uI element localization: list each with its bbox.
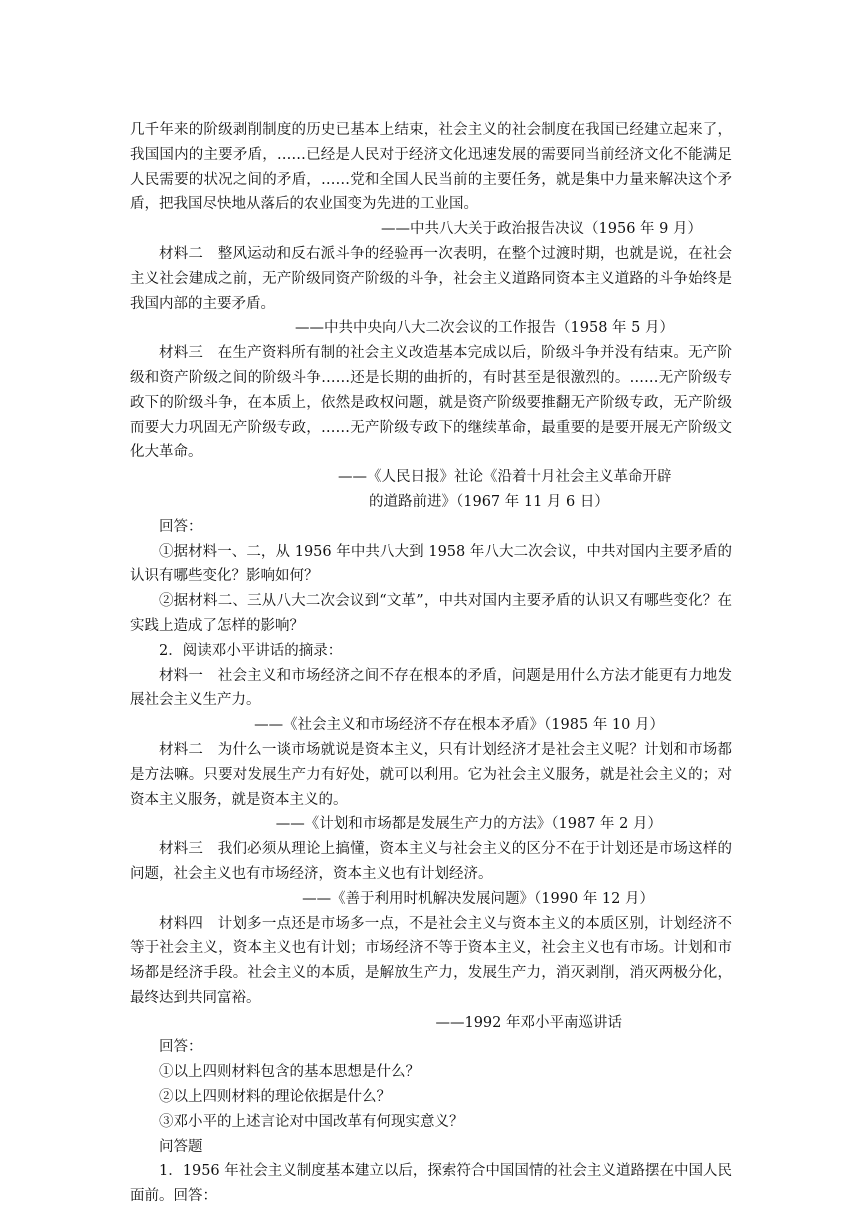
- material-one-excerpt: 几千年来的阶级剥削制度的历史已基本上结束，社会主义的社会制度在我国已经建立起来了，我国国内的主要矛盾，……已经是人民对于经济文化迅速发展的需要同当前经济文化不能满足人民需要的状况之间的矛盾，……党和全国人民当前的主要任务，就是集中力量来解决这个矛盾，把我国尽快地从落后的农业国变为先进的工业国。: [130, 122, 732, 213]
- question-heading: 1．1956 年社会主义制度基本建立以后，探索符合中国国情的社会主义道路摆在中国人民面前。回答：: [130, 1163, 732, 1205]
- section-heading: 问答题: [159, 1138, 203, 1155]
- question-item: ①以上四则材料包含的基本思想是什么？: [159, 1064, 420, 1081]
- source-citation-line: 的道路前进》（1967 年 11 月 6 日）: [369, 493, 609, 510]
- material-four-excerpt: 材料四 计划多一点还是市场多一点，不是社会主义与资本主义的本质区别，计划经济不等于社会主义，资本主义也有计划；市场经济不等于资本主义，社会主义也有市场。计划和市场都是经济手段。社会主义的本质，是解放生产力，发展生产力，消灭剥削，消灭两极分化，最终达到共同富裕。: [130, 915, 732, 1006]
- question-item: ③邓小平的上述言论对中国改革有何现实意义？: [159, 1113, 464, 1130]
- answer-prompt: 回答：: [159, 518, 203, 535]
- source-citation: ——《社会主义和市场经济不存在根本矛盾》（1985 年 10 月）: [254, 717, 664, 734]
- source-citation-line: ——《人民日报》社论《沿着十月社会主义革命开辟: [338, 469, 672, 486]
- question-item: ①据材料一、二，从 1956 年中共八大到 1958 年八大二次会议，中共对国内主要矛盾的认识有哪些变化？影响如何？: [130, 543, 732, 585]
- source-citation: ——《善于利用时机解决发展问题》（1990 年 12 月）: [302, 890, 654, 907]
- source-citation: ——中共八大关于政治报告决议（1956 年 9 月）: [381, 221, 702, 238]
- question-heading: 2．阅读邓小平讲话的摘录：: [159, 642, 343, 659]
- question-item: ②以上四则材料的理论依据是什么？: [159, 1089, 391, 1106]
- source-citation: ——中共中央向八大二次会议的工作报告（1958 年 5 月）: [295, 320, 674, 337]
- answer-prompt: 回答：: [159, 1039, 203, 1056]
- material-three-excerpt: 材料三 在生产资料所有制的社会主义改造基本完成以后，阶级斗争并没有结束。无产阶级和资产阶级之间的阶级斗争……还是长期的曲折的，有时甚至是很激烈的。……无产阶级专政下的阶级斗争，在本质上，依然是政权问题，就是资产阶级要推翻无产阶级专政，无产阶级而要大力巩固无产阶级专政，……无产阶级专政下的继续革命，最重要的是要开展无产阶级文化大革命。: [130, 345, 732, 461]
- material-two-excerpt: 材料二 为什么一谈市场就说是资本主义，只有计划经济才是社会主义呢？计划和市场都是方法嘛。只要对发展生产力有好处，就可以利用。它为社会主义服务，就是社会主义的；对资本主义服务，就是资本主义的。: [130, 741, 732, 808]
- material-three-excerpt: 材料三 我们必须从理论上搞懂，资本主义与社会主义的区分不在于计划还是市场这样的问题，社会主义也有市场经济，资本主义也有计划经济。: [130, 841, 732, 882]
- question-item: ②据材料二、三从八大二次会议到“文革”，中共对国内主要矛盾的认识又有哪些变化？在实践上造成了怎样的影响？: [130, 593, 732, 634]
- document-body: [130, 118, 732, 1209]
- source-citation: ——《计划和市场都是发展生产力的方法》（1987 年 2 月）: [275, 816, 662, 833]
- source-citation-multiline: [130, 465, 732, 515]
- material-one-excerpt: 材料一 社会主义和市场经济之间不存在根本的矛盾，问题是用什么方法才能更有力地发展社会主义生产力。: [130, 667, 732, 709]
- material-two-excerpt: 材料二 整风运动和反右派斗争的经验再一次表明，在整个过渡时期，也就是说，在社会主义社会建成之前，无产阶级同资产阶级的斗争，社会主义道路同资本主义道路的斗争始终是我国内部的主要矛盾。: [130, 245, 732, 312]
- source-citation: ——1992 年邓小平南巡讲话: [435, 1014, 622, 1031]
